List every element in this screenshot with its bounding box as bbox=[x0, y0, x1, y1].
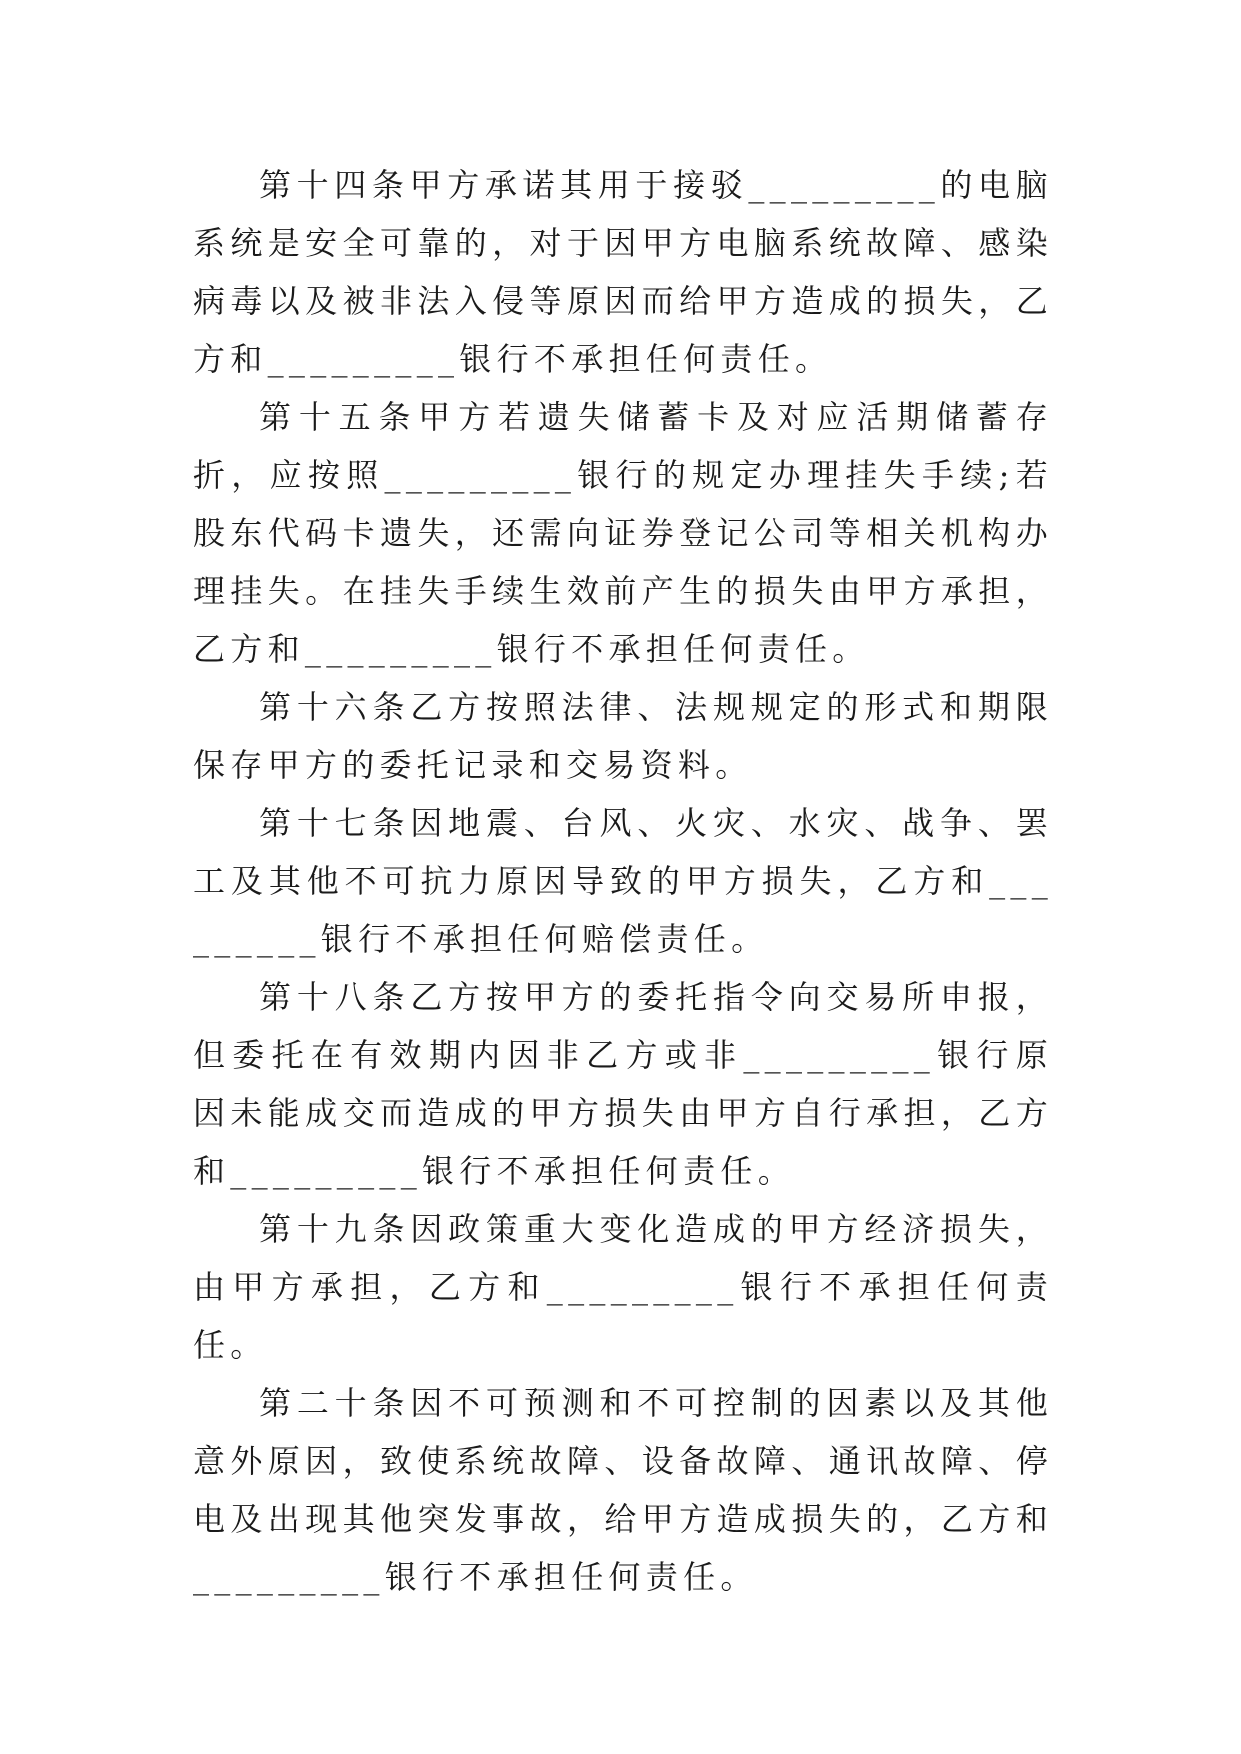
clause-15: 第十五条甲方若遗失储蓄卡及对应活期储蓄存折，应按照_________银行的规定办理挂失手续;若股东代码卡遗失，还需向证券登记公司等相关机构办理挂失。在挂失手续生效前产生的损失由甲方承担，乙方和_________银行不承担任何责任。 bbox=[193, 398, 1053, 668]
clause-14: 第十四条甲方承诺其用于接驳_________的电脑系统是安全可靠的，对于因甲方电脑系统故障、感染病毒以及被非法入侵等原因而给甲方造成的损失，乙方和_________银行不承担任何责任。 bbox=[193, 166, 1053, 378]
clause-17: 第十七条因地震、台风、火灾、水灾、战争、罢工及其他不可抗力原因导致的甲方损失，乙方和_________银行不承担任何赔偿责任。 bbox=[193, 804, 1053, 958]
clause-20: 第二十条因不可预测和不可控制的因素以及其他意外原因，致使系统故障、设备故障、通讯故障、停电及出现其他突发事故，给甲方造成损失的，乙方和_________银行不承担任何责任。 bbox=[193, 1384, 1053, 1596]
document-body bbox=[193, 156, 1053, 1606]
clause-19: 第十九条因政策重大变化造成的甲方经济损失，由甲方承担，乙方和_________银行不承担任何责任。 bbox=[193, 1210, 1053, 1364]
clause-16: 第十六条乙方按照法律、法规规定的形式和期限保存甲方的委托记录和交易资料。 bbox=[193, 688, 1053, 784]
clause-18: 第十八条乙方按甲方的委托指令向交易所申报，但委托在有效期内因非乙方或非_________银行原因未能成交而造成的甲方损失由甲方自行承担，乙方和_________银行不承担任何责任。 bbox=[193, 978, 1053, 1190]
